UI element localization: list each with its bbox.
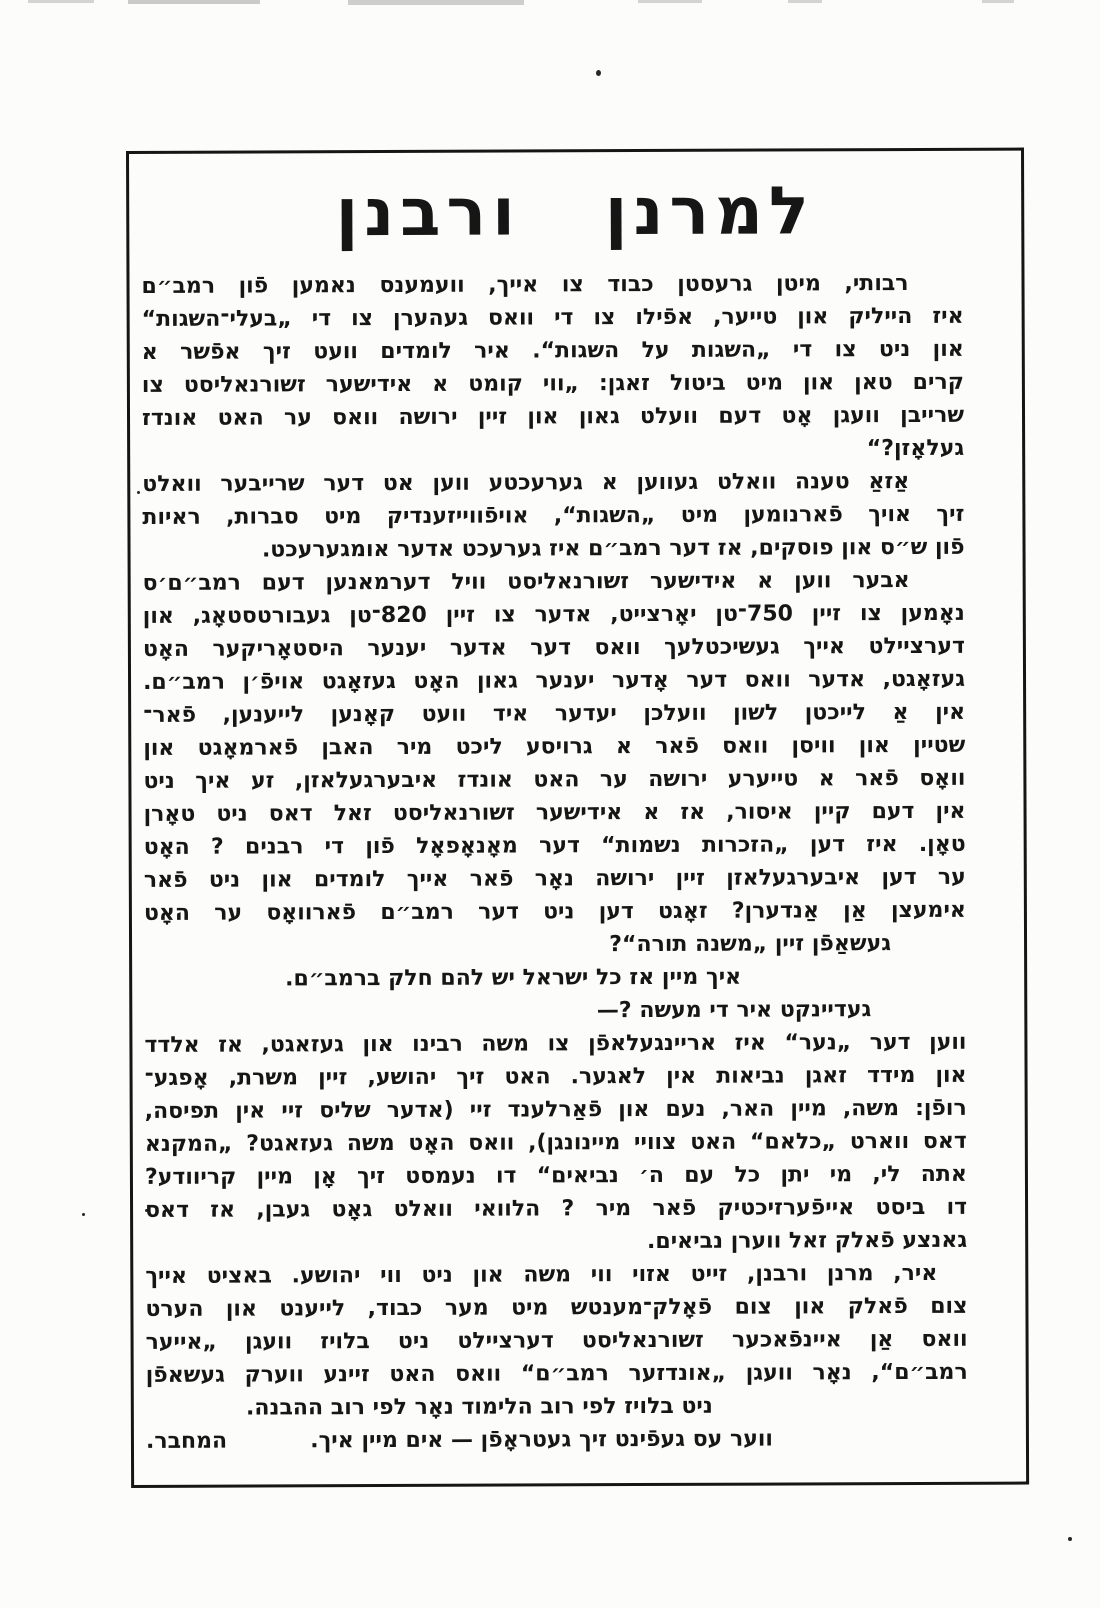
- text-line: איך מיין אז כל ישראל יש להם חלק ברמב״ם.: [285, 964, 742, 992]
- text-line: אַזאַ טענה וואלט געווען א גערעכטע ווען אט דער שרייבער וואלט: [142, 468, 910, 497]
- text-line: אימעצן אַן אַנדערן? זאָגט דען ניט דער רמב״ם פֿארוואָס ער האָט: [143, 897, 966, 926]
- text-line: געשאַפֿן זיין „משנה תורה“?: [609, 931, 892, 958]
- text-line: דערציילט אייך געשיכטלעך וואס דער אדער יענער היסטאָריקער האָט: [142, 633, 965, 662]
- text-line: אבער ווען א אידישער זשורנאליסט וויל דערמאנען דעם רמב״ם׳ס: [142, 567, 910, 596]
- text-line: רופֿן: משה, מיין האר, נעם און פֿאַרלענד זיי (אדער שליס זיי אין תפיסה,: [144, 1095, 967, 1124]
- text-line: און ניט צו די „השגות על השגות“. איר לומדים וועט זיך אפֿשר א: [141, 336, 964, 365]
- text-line: שטיין און וויסן וואס פֿאר א גרויסע ליכט מיר האבן פֿארמאָגט און: [143, 732, 966, 761]
- scan-artifact: [982, 0, 1014, 3]
- text-line: געזאָגט, אדער וואס דער אָדער יענער גאון האָט געזאָגט אויפֿ׳ן רמב״ם.: [142, 666, 966, 695]
- scan-artifact: [788, 0, 822, 3]
- scan-artifact: [28, 0, 94, 3]
- text-line: וואָס פֿאר א טייערע ירושה ער האט אונדז איבערגעלאזן, זע איך ניט: [143, 765, 966, 794]
- scan-artifact: [128, 0, 260, 4]
- scan-speck: [1068, 1537, 1072, 1541]
- text-line: וואס אַן איינפֿאכער זשורנאליסט דערציילט ניט בלויז וועגן „אייער: [145, 1326, 968, 1355]
- closing-line-text: ווער עס געפֿינט זיך געטראָפֿן — אים מיין איך.: [310, 1426, 773, 1454]
- text-line: דו ביסט אייפֿערזיכטיק פֿאר מיר ? הלוואי וואלט גאָט געבן, אז דאס: [145, 1194, 968, 1223]
- article-frame: [126, 148, 1029, 1488]
- text-line: אין דעם קיין איסור, אז א אידישער זשורנאליסט זאל דאס ניט טאָרן: [143, 798, 966, 827]
- text-line: געדיינקט איר די מעשה ?—: [596, 997, 872, 1024]
- article-title: למרנן ורבנן: [335, 171, 815, 252]
- text-line: קרים טאן און מיט ביטול זאגן: „ווי קומט א אידישער זשורנאליסט צו: [141, 369, 964, 398]
- text-line: איז הייליק און טייער, אפֿילו צו די וואס געהערן צו די „בעלי־השגות“: [141, 303, 964, 332]
- text-line: זיך אויך פֿארנומען מיט „השגות“, אויפֿווייזענדיק מיט סברות, ראיות: [142, 501, 965, 530]
- text-line: און מידד זאגן נביאות אין לאגער. האט זיך יהושע, זיין משרת, אָפגע־: [144, 1062, 967, 1091]
- text-line: אין אַ לייכטן לשון וועלכן יעדער איד וועט קאָנען לייענען, פֿאר־: [143, 699, 966, 728]
- text-line: ווען דער „נער“ איז אריינגעלאפֿן צו משה רבינו און געזאגט, אז אלדד: [144, 1029, 967, 1058]
- scan-artifact: [638, 0, 702, 3]
- text-line: טאָן. איז דען „הזכרות נשמות“ דער מאָנאָפאָל פֿון די רבנים ? האָט: [143, 831, 966, 860]
- text-line: ניט בלויז לפי רוב הלימוד נאָר לפי רוב ההבנה.: [245, 1393, 713, 1421]
- text-line: ער דען איבערגעלאזן זיין ירושה נאָר פֿאר אייך לומדים און ניט פֿאר: [143, 864, 966, 893]
- text-line: נאָמען צו זיין 750־טן יאָרצייט, אדער צו זיין 820־טן געבורטסטאָג, און: [142, 600, 965, 629]
- text-line: געלאָזן?“: [866, 435, 965, 462]
- scan-speck: [596, 70, 601, 76]
- text-line: רבותי, מיטן גרעסטן כבוד צו אייך, וועמענס נאמען פֿון רמב״ם: [141, 270, 909, 299]
- scan-speck: [82, 1213, 85, 1216]
- text-line: פֿון ש״ס און פוסקים, אז דער רמב״ם איז גערעכט אדער אומגערעכט.: [261, 534, 965, 563]
- article-body: [141, 267, 968, 1458]
- scan-artifact: [348, 0, 524, 5]
- text-line: אתה לי, מי יתן כל עם ה׳ נביאים“ דו נעמסט זיך אָן מיין קריוודע?: [144, 1161, 967, 1190]
- text-line: צום פֿאלק און צום פֿאָלק־מענטש מיט מער כבוד, לייענט און הערט: [145, 1293, 968, 1322]
- text-line: איר, מרנן ורבנן, זייט אזוי ווי משה און ניט ווי יהושע. באציט אייך: [145, 1260, 938, 1289]
- text-line: שרייבן וועגן אָט דעם וועלט גאון און זיין ירושה וואס ער האט אונדז: [141, 402, 965, 431]
- text-line: [146, 1422, 968, 1458]
- text-line: גאנצע פֿאלק זאל ווערן נביאים.: [646, 1227, 968, 1255]
- text-line: דאס ווארט „כלאם“ האט צוויי מיינונגן), וואס האָט משה געזאגט? „המקנא: [144, 1128, 967, 1157]
- author-signature: המחבר.: [145, 1428, 228, 1454]
- text-line: רמב״ם“, נאָר וועגן „אונדזער רמב״ם“ וואס האט זיינע ווערק געשאפֿן: [145, 1359, 968, 1388]
